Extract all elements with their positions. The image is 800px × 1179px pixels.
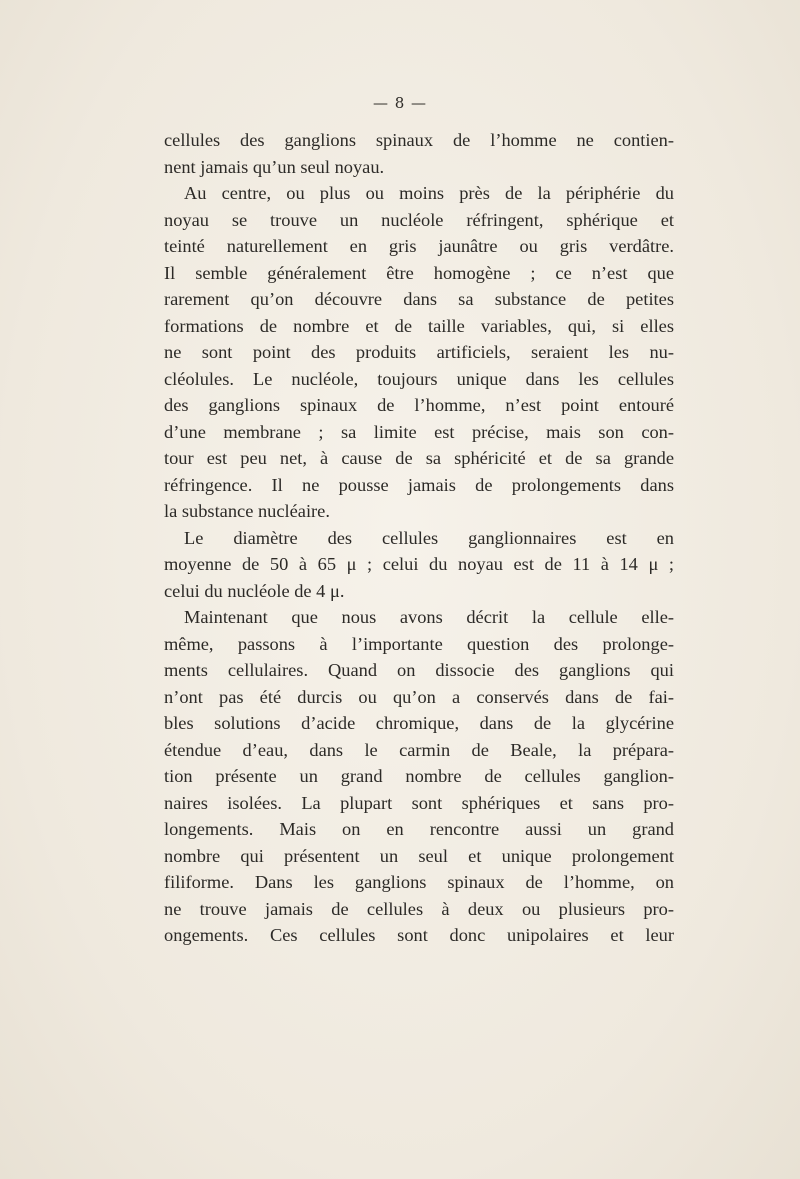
text-line: Maintenant que nous avons décrit la cellule elle- [184, 607, 674, 627]
text-line: longements. Mais on en rencontre aussi un grand [164, 819, 674, 839]
text-line: Il semble généralement être homogène ; ce n’est que [164, 262, 674, 283]
text-line: nombre qui présentent un seul et unique prolongement [164, 845, 674, 866]
text-line: Au centre, ou plus ou moins près de la périphérie du [184, 183, 674, 203]
text-line: ongements. Ces cellules sont donc unipolaires et leur [164, 925, 674, 945]
text-line: des ganglions spinaux de l’homme, n’est point entouré [164, 395, 674, 415]
text-line: celui du nucléole de 4 μ. [164, 580, 345, 601]
text-line: nent jamais qu’un seul noyau. [164, 156, 385, 177]
page-number: — 8 — [372, 94, 428, 112]
text-line: Le diamètre des cellules ganglionnaires est en [184, 527, 674, 548]
text-line: d’une membrane ; sa limite est précise, mais son con- [164, 421, 674, 442]
text-line: formations de nombre et de taille variables, qui, si elles [164, 315, 674, 336]
text-line: étendue d’eau, dans le carmin de Beale, la prépara- [164, 739, 674, 760]
body-text [164, 127, 674, 949]
text-line: ne sont point des produits artificiels, seraient les nu- [164, 342, 674, 362]
text-line: n’ont pas été durcis ou qu’on a conservés dans de fai- [164, 686, 674, 707]
text-line: teinté naturellement en gris jaunâtre ou gris verdâtre. [164, 236, 674, 256]
text-line: filiforme. Dans les ganglions spinaux de l’homme, on [164, 872, 674, 892]
text-line: rarement qu’on découvre dans sa substance de petites [164, 289, 674, 309]
text-line: réfringence. Il ne pousse jamais de prolongements dans [164, 474, 674, 495]
text-line: tion présente un grand nombre de cellules ganglion- [164, 766, 674, 786]
text-line: naires isolées. La plupart sont sphériques et sans pro- [164, 792, 674, 813]
text-line: bles solutions d’acide chromique, dans de la glycérine [164, 713, 674, 733]
text-line: cléolules. Le nucléole, toujours unique dans les cellules [164, 368, 674, 389]
text-line: tour est peu net, à cause de sa sphéricité et de sa grande [164, 448, 674, 468]
text-line: cellules des ganglions spinaux de l’homme ne contien- [164, 130, 674, 150]
text-line: la substance nucléaire. [164, 501, 330, 521]
text-line: noyau se trouve un nucléole réfringent, sphérique et [164, 209, 674, 230]
text-line: même, passons à l’importante question des prolonge- [164, 633, 674, 654]
text-line: ne trouve jamais de cellules à deux ou plusieurs pro- [164, 898, 674, 919]
text-line: moyenne de 50 à 65 μ ; celui du noyau est de 11 à 14 μ ; [164, 554, 674, 574]
text-line: ments cellulaires. Quand on dissocie des ganglions qui [164, 660, 674, 680]
